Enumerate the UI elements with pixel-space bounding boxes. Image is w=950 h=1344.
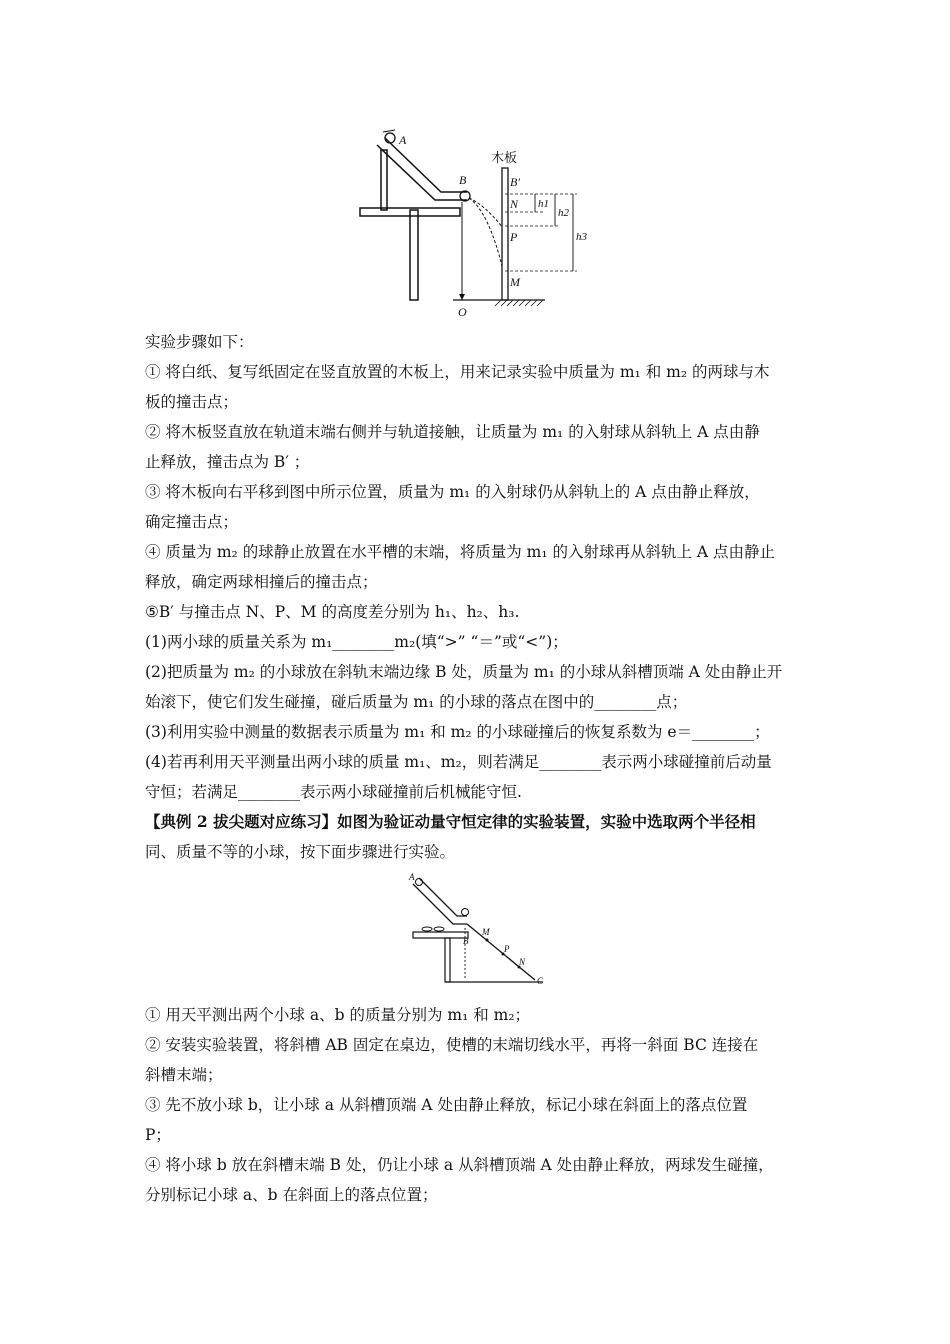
experiment-diagram-2-svg <box>405 872 550 987</box>
text-line: 斜槽末端； <box>145 1066 223 1084</box>
experiment-diagram-1 <box>355 120 587 320</box>
text-line: ③ 先不放小球 b，让小球 a 从斜槽顶端 A 处由静止释放，标记小球在斜面上的落点位置 <box>145 1096 748 1114</box>
text-line: ⑤B′ 与撞击点 N、P、M 的高度差分别为 h₁、h₂、h₃. <box>145 603 520 621</box>
ramp <box>413 884 467 924</box>
text-line: 实验步骤如下： <box>145 333 254 351</box>
label-wood: 木板 <box>491 150 518 165</box>
experiment-diagram-1-svg <box>355 120 587 320</box>
text-line: ① 用天平测出两个小球 a、b 的质量分别为 m₁ 和 m₂； <box>145 1006 531 1024</box>
point-m <box>486 939 489 942</box>
text-line: ② 将木板竖直放在轨道末端右侧并与轨道接触，让质量为 m₁ 的入射球从斜轨上 A 点由静 <box>145 423 760 441</box>
text-line: 板的撞击点； <box>145 393 239 411</box>
plumb-arrow <box>459 294 465 300</box>
text-line: ④ 质量为 m₂ 的球静止放置在水平槽的末端，将质量为 m₁ 的入射球再从斜轨上 A 点由静止 <box>145 543 776 561</box>
stopper <box>383 130 395 132</box>
label-h3: h3 <box>576 231 587 243</box>
label-h2: h2 <box>558 207 569 219</box>
ground-hatch <box>495 300 543 306</box>
ramp-support <box>381 150 387 210</box>
question-4-cont: 守恒；若满足________表示两小球碰撞前后机械能守恒. <box>145 783 522 801</box>
label-p: P <box>504 944 510 954</box>
table-leg <box>445 938 450 982</box>
question-2-cont: 始滚下，使它们发生碰撞，碰后质量为 m₁ 的小球的落点在图中的________点； <box>145 693 688 711</box>
label-a: A <box>399 133 407 147</box>
ball-a <box>385 133 395 143</box>
label-a: A <box>409 872 415 882</box>
text-line: 确定撞击点； <box>145 513 239 531</box>
label-n: N <box>510 197 519 211</box>
question-1: (1)两小球的质量关系为 m₁________m₂(填“>” “＝”或“<”)； <box>145 633 568 651</box>
text-line: ② 安装实验装置，将斜槽 AB 固定在桌边，使槽的末端切线水平，再将一斜面 BC 连接在 <box>145 1036 759 1054</box>
scale-pan-1 <box>422 927 432 931</box>
label-o: O <box>458 305 467 319</box>
text-line: ④ 将小球 b 放在斜槽末端 B 处，仍让小球 a 从斜槽顶端 A 处由静止释放，两球发生碰撞， <box>145 1156 774 1174</box>
label-b-prime: B′ <box>510 175 520 189</box>
question-4: (4)若再利用天平测量出两小球的质量 m₁、m₂，则若满足________表示两小球碰撞前后动量 <box>145 753 772 771</box>
text-line: 止释放，撞击点为 B′ ； <box>145 453 310 471</box>
label-p: P <box>510 230 518 244</box>
label-b: B <box>459 173 467 187</box>
label-c: C <box>537 976 544 986</box>
question-2: (2)把质量为 m₂ 的小球放在斜轨末端边缘 B 处，质量为 m₁ 的小球从斜槽顶端 A 处由静止开 <box>145 663 783 681</box>
text-line: ① 将白纸、复写纸固定在竖直放置的木板上，用来记录实验中质量为 m₁ 和 m₂ 的两球与木 <box>145 363 770 381</box>
incline-bc <box>467 924 535 980</box>
table-leg <box>410 210 418 300</box>
text-line: 同、质量不等的小球，按下面步骤进行实验。 <box>145 843 456 861</box>
ball-b <box>462 909 469 916</box>
example-heading: 【典例 2 拔尖题对应练习】如图为验证动量守恒定律的实验装置，实验中选取两个半径相 <box>145 812 756 831</box>
text-line: 分别标记小球 a、b 在斜面上的落点位置； <box>145 1186 438 1204</box>
wooden-board <box>502 168 508 300</box>
question-3: (3)利用实验中测量的数据表示质量为 m₁ 和 m₂ 的小球碰撞后的恢复系数为 e＝________； <box>145 723 770 741</box>
scale-pan-2 <box>434 927 444 931</box>
table-top <box>413 932 468 938</box>
label-m: M <box>510 275 520 289</box>
label-h1: h1 <box>538 198 549 210</box>
text-line: P； <box>145 1126 171 1144</box>
label-n: N <box>519 957 526 967</box>
label-m: M <box>482 927 490 937</box>
label-b: B <box>463 936 469 946</box>
text-line: 释放，确定两球相撞后的撞击点； <box>145 573 378 591</box>
text-line: ③ 将木板向右平移到图中所示位置，质量为 m₁ 的入射球仍从斜轨上的 A 点由静止释放， <box>145 483 760 501</box>
ball-a <box>416 879 423 886</box>
experiment-diagram-2 <box>405 872 550 987</box>
